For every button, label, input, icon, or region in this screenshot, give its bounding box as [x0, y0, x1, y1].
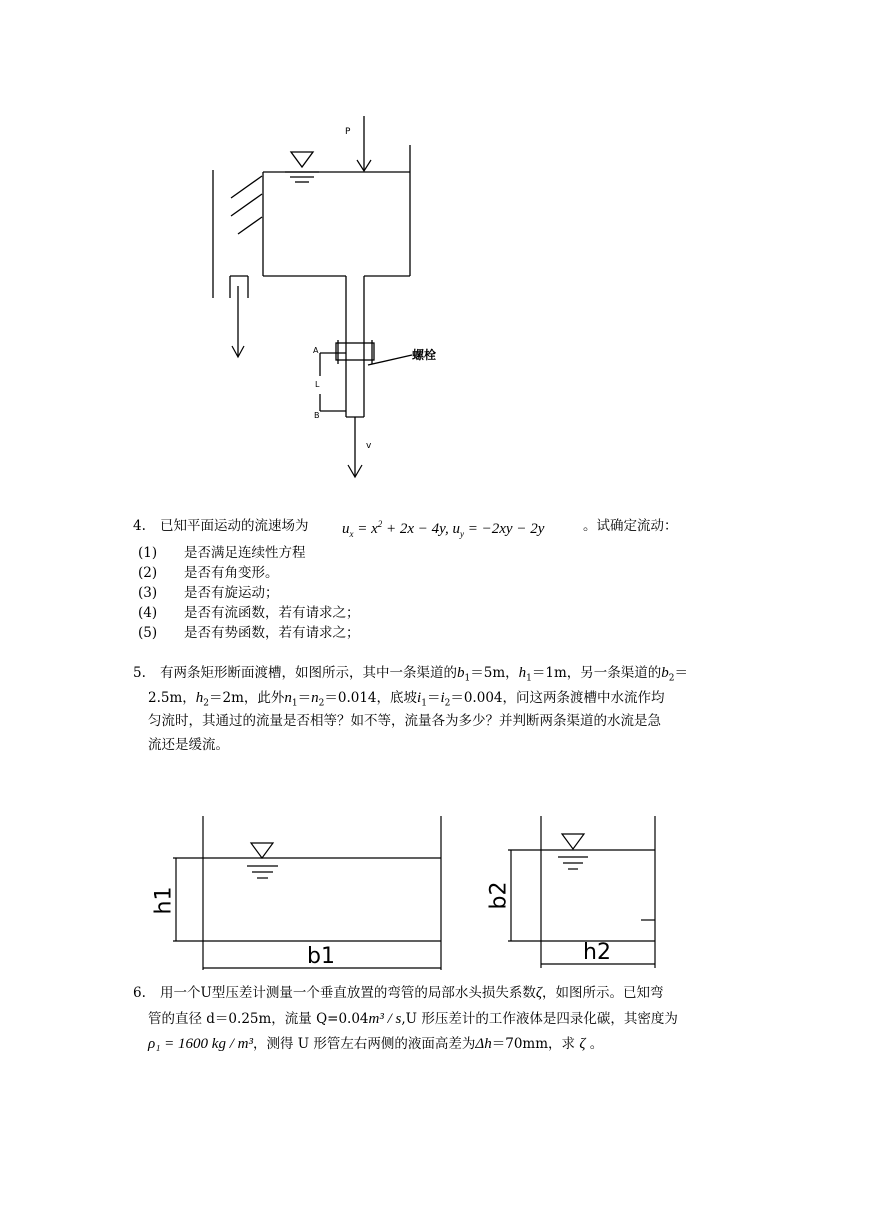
- left-width-label: b1: [307, 944, 335, 969]
- q6-line-1: 用一个U型压差计测量一个垂直放置的弯管的局部水头损失系数ζ，如图所示。已知弯: [160, 985, 664, 1001]
- q6-line-3: ρ₁ = 1600 kg / m³，测得 U 形管左右两侧的液面高差为Δh＝70mm，求 ζ 。: [148, 1036, 604, 1052]
- label-a: A: [313, 346, 319, 355]
- right-height-label: b2: [486, 881, 512, 910]
- label-l: L: [315, 380, 320, 389]
- q5-line-2: 2.5m，$h_2=2m$，此外$n_1=n_2=0.014$，底坡$i_1=i_2=0.004$，问这两条渡槽中水流作均: [148, 690, 665, 709]
- q5-line-4: 流还是缓流。: [148, 737, 229, 753]
- label-b: B: [314, 411, 320, 420]
- q4-intro: 已知平面运动的流速场为: [160, 518, 309, 534]
- q5-line-3: 匀流时，其通过的流量是否相等？如不等，流量各为多少？并判断两条渠道的水流是急: [148, 713, 661, 729]
- q4-tail: 。试确定流动：: [583, 518, 678, 534]
- q5-number: 5.: [133, 665, 146, 681]
- q4-item-num: (5): [138, 625, 158, 641]
- label-v: v: [366, 441, 372, 451]
- q4-item-text: 是否满足连续性方程: [184, 545, 306, 561]
- q4-item-num: (3): [138, 585, 158, 601]
- label-p: P: [345, 127, 351, 137]
- q5-line-1: 有两条矩形断面渡槽，如图所示，其中一条渠道的$b_1=5m$，$h_1=1m$，另一条渠道的$b_2=$: [160, 665, 688, 684]
- left-height-label: h1: [151, 886, 177, 915]
- q4-item-num: (1): [138, 545, 158, 561]
- q6-number: 6.: [133, 985, 146, 1001]
- q4-item-text: 是否有势函数，若有请求之；: [184, 625, 360, 641]
- q4-item-text: 是否有角变形。: [184, 565, 279, 581]
- q4-number: 4.: [133, 518, 146, 534]
- q4-formula: $u_x = x^2 + 2x - 4y$, $u_y = -2xy - 2y$: [342, 519, 545, 539]
- q4-item-num: (2): [138, 565, 158, 581]
- right-width-label: h2: [583, 940, 611, 965]
- q4-item-text: 是否有旋运动；: [184, 585, 279, 601]
- label-bolt: 螺栓: [412, 348, 437, 362]
- q4-item-num: (4): [138, 605, 158, 621]
- q4-item-text: 是否有流函数，若有请求之；: [184, 605, 360, 621]
- q6-line-2: 管的直径 d＝0.25m，流量 Q=0.04m³ / s,U 形压差计的工作液体是四录化碳，其密度为: [148, 1011, 678, 1027]
